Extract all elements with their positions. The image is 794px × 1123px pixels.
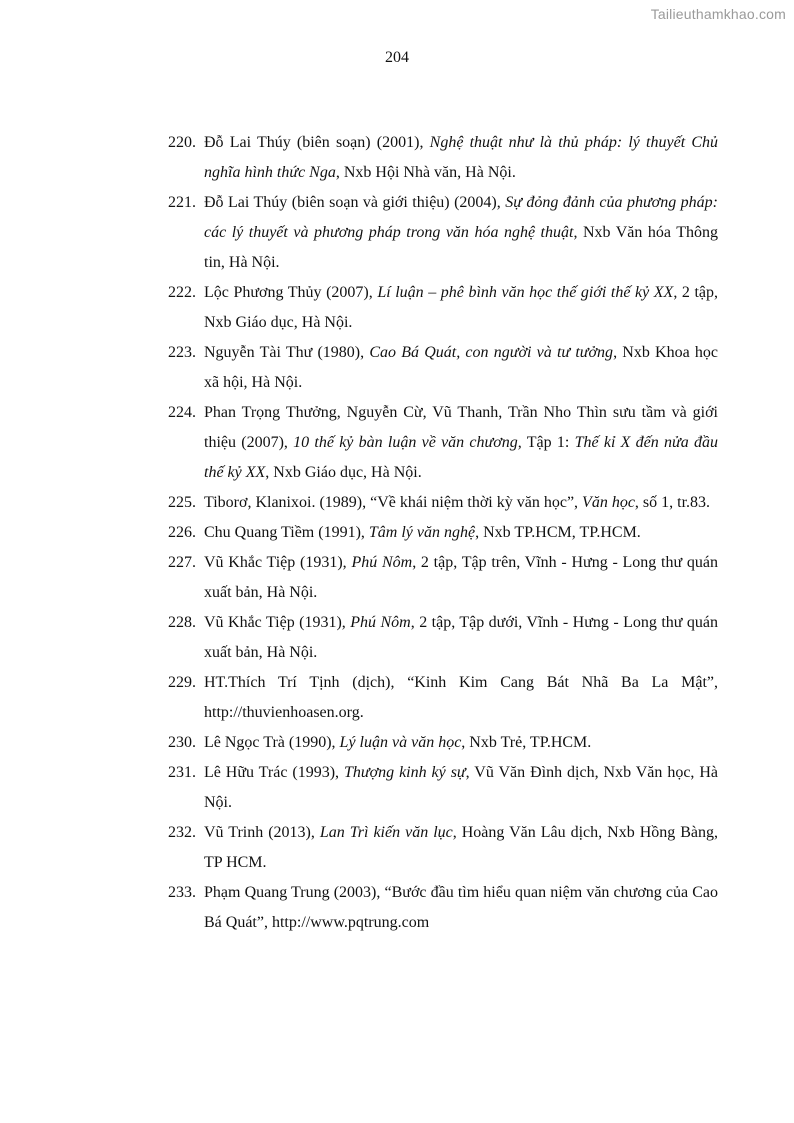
reference-segment: , Nxb Khoa học xã hội, Hà Nội. xyxy=(204,344,719,391)
reference-text xyxy=(204,404,718,481)
reference-number: 220. xyxy=(168,134,196,151)
reference-title: Lí luận – phê bình văn học thế giới thế kỷ XX xyxy=(377,284,674,301)
reference-title: Sự đỏng đảnh của phương pháp: các lý thuyết và phương pháp trong văn hóa nghệ thuật xyxy=(204,194,719,241)
reference-text xyxy=(204,674,718,721)
reference-segment: Vũ Trinh (2013), xyxy=(204,824,320,841)
reference-number: 228. xyxy=(168,614,196,631)
reference-number: 227. xyxy=(168,554,196,571)
reference-number: 233. xyxy=(168,884,196,901)
reference-item xyxy=(168,548,718,608)
reference-title: Tâm lý văn nghệ xyxy=(368,524,476,541)
reference-segment: Nguyễn Tài Thư (1980), xyxy=(204,344,370,361)
reference-text xyxy=(204,284,718,331)
reference-segment: Phan Trọng Thưởng, Nguyễn Cừ, Vũ Thanh, Trần Nho Thìn sưu tầm và giới thiệu (2007), xyxy=(204,404,718,451)
reference-number: 221. xyxy=(168,194,196,211)
reference-segment: HT.Thích Trí Tịnh (dịch), “Kinh Kim Cang Bát Nhã Ba La Mật”, http://thuvienhoasen.org. xyxy=(204,674,718,721)
reference-title: Lan Trì kiến văn lục xyxy=(319,824,453,841)
reference-title: Thượng kinh ký sự xyxy=(343,764,466,781)
reference-number: 222. xyxy=(168,284,196,301)
reference-title: Thế kỉ X đến nửa đầu thế kỷ XX xyxy=(204,434,719,481)
reference-title: Phú Nôm xyxy=(350,614,411,631)
reference-title: Lý luận và văn học xyxy=(339,734,462,751)
reference-segment: Chu Quang Tiềm (1991), xyxy=(204,524,369,541)
reference-segment: Lê Ngọc Trà (1990), xyxy=(204,734,340,751)
reference-segment: Tập 1: xyxy=(521,434,575,451)
reference-title: Nghệ thuật như là thủ pháp: lý thuyết Chủ nghĩa hình thức Nga xyxy=(204,134,719,181)
reference-segment: , 2 tập, Tập dưới, Vĩnh - Hưng - Long thư quán xuất bản, Hà Nội. xyxy=(204,614,719,661)
reference-segment: Đỗ Lai Thúy (biên soạn) (2001), xyxy=(204,134,430,151)
reference-item xyxy=(168,758,718,818)
reference-segment: , Nxb Văn hóa Thông tin, Hà Nội. xyxy=(204,224,718,271)
reference-number: 223. xyxy=(168,344,196,361)
reference-item xyxy=(168,278,718,338)
reference-segment: , Nxb Hội Nhà văn, Hà Nội. xyxy=(335,164,516,181)
reference-segment: , Vũ Văn Đình dịch, Nxb Văn học, Hà Nội. xyxy=(204,764,719,811)
reference-segment: , Nxb Giáo dục, Hà Nội. xyxy=(265,464,422,481)
reference-text xyxy=(204,614,718,661)
reference-segment: , Nxb Trẻ, TP.HCM. xyxy=(461,734,592,751)
reference-item xyxy=(168,878,718,938)
reference-number: 224. xyxy=(168,404,196,421)
reference-segment: Phạm Quang Trung (2003), “Bước đầu tìm hiểu quan niệm văn chương của Cao Bá Quát”, http://www.pqtrung.com xyxy=(204,884,718,931)
reference-item xyxy=(168,668,718,728)
reference-text xyxy=(204,134,718,181)
reference-text xyxy=(204,344,718,391)
reference-item xyxy=(168,188,718,278)
reference-item xyxy=(168,338,718,398)
reference-item xyxy=(168,518,718,548)
reference-segment: Vũ Khắc Tiệp (1931), xyxy=(204,614,351,631)
reference-text xyxy=(204,494,710,511)
reference-segment: , Nxb TP.HCM, TP.HCM. xyxy=(475,524,641,541)
reference-title: Cao Bá Quát, con người và tư tưởng xyxy=(369,344,614,361)
reference-number: 225. xyxy=(168,494,196,511)
reference-text xyxy=(204,554,718,601)
reference-segment: Tiborơ, Klanixoi. (1989), “Về khái niệm thời kỳ văn học”, xyxy=(204,494,583,511)
page-number: 204 xyxy=(385,49,409,66)
reference-number: 229. xyxy=(168,674,196,691)
reference-segment: Lộc Phương Thủy (2007), xyxy=(204,284,378,301)
reference-segment: Lê Hữu Trác (1993), xyxy=(204,764,344,781)
reference-text xyxy=(204,524,641,541)
reference-number: 231. xyxy=(168,764,196,781)
reference-text xyxy=(204,824,718,871)
reference-number: 230. xyxy=(168,734,196,751)
reference-segment: , 2 tập, Nxb Giáo dục, Hà Nội. xyxy=(204,284,719,331)
reference-segment: , Hoàng Văn Lâu dịch, Nxb Hồng Bàng, TP HCM. xyxy=(204,824,719,871)
reference-list xyxy=(168,128,718,938)
reference-segment: Vũ Khắc Tiệp (1931), xyxy=(204,554,352,571)
reference-title: Phú Nôm xyxy=(351,554,413,571)
reference-item xyxy=(168,398,718,488)
reference-item xyxy=(168,818,718,878)
reference-item xyxy=(168,488,718,518)
reference-text xyxy=(204,734,591,751)
reference-number: 226. xyxy=(168,524,196,541)
reference-text xyxy=(204,194,718,271)
watermark: Tailieuthamkhao.com xyxy=(650,6,786,22)
reference-text xyxy=(204,884,718,931)
reference-item xyxy=(168,128,718,188)
reference-item xyxy=(168,728,718,758)
reference-item xyxy=(168,608,718,668)
reference-text xyxy=(204,764,718,811)
reference-segment: , số 1, tr.83. xyxy=(634,494,711,511)
reference-title: 10 thế kỷ bàn luận về văn chương, xyxy=(293,434,522,451)
reference-number: 232. xyxy=(168,824,196,841)
reference-title: Văn học xyxy=(582,494,635,511)
reference-segment: , 2 tập, Tập trên, Vĩnh - Hưng - Long thư quán xuất bản, Hà Nội. xyxy=(204,554,719,601)
reference-segment: Đỗ Lai Thúy (biên soạn và giới thiệu) (2004), xyxy=(204,194,506,211)
